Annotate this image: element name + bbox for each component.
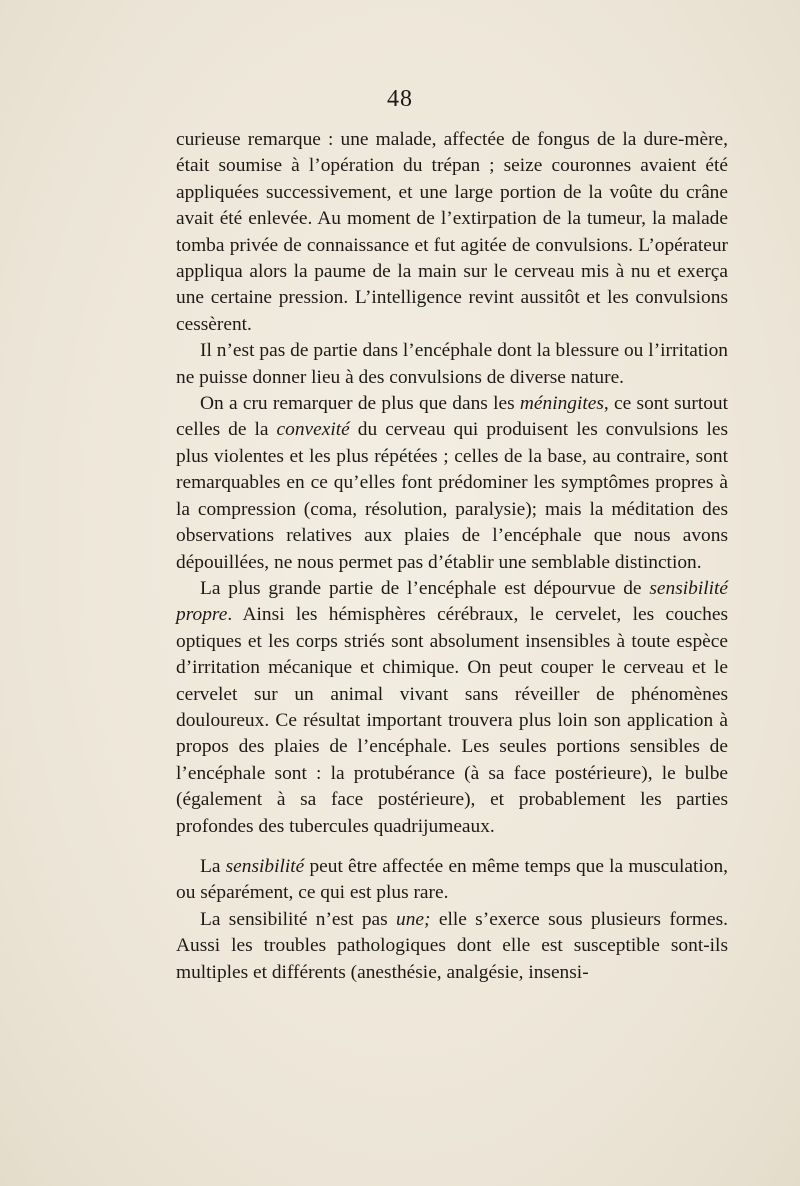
paragraph (176, 338, 728, 391)
text-run: La (200, 855, 226, 877)
italic-text: méningites (519, 393, 604, 415)
italic-text: sensibilité (225, 855, 305, 877)
italic-text: une; (396, 908, 431, 930)
paragraph (176, 127, 728, 338)
paragraph (176, 854, 728, 907)
text-run: La plus grande partie de l’encéphale est dépourvue de (200, 577, 650, 599)
text-run: curieuse remarque : une malade, affectée de fongus de la dure-mère, était soumise à l’opération du trépan ; seize couronnes avaient été appliquées successivement, et une large portion de la voûte du crâne avait été enlevée. Au moment de l’extirpation de la tumeur, la malade tomba privée de connaissance et fut agitée de convulsions. L’opérateur appliqua alors la paume de la main sur le cerveau mis à nu et exerça une certaine pression. L’intelligence revint aussitôt et les convulsions cessèrent. (176, 129, 728, 335)
italic-text: convexité (276, 419, 350, 441)
text-run: du cerveau qui produisent les convulsions les plus violentes et les plus répétées ; celles de la base, au contraire, sont remarquables en ce qu’elles font prédominer les symptômes propres à la compression (coma, résolution, paralysie); mais la méditation des observations relatives aux plaies de l’encéphale que nous avons dépouillées, ne nous permet pas d’établir une semblable distinction. (176, 419, 729, 573)
text-run: On a cru remarquer de plus que dans les (200, 393, 520, 415)
text-run: , ce sont surtout celles de la (176, 393, 728, 441)
paragraph (176, 391, 728, 576)
text-run: . Ainsi les hémisphères cérébraux, le cervelet, les couches optiques et les corps striés sont absolument insensibles à toute espèce d’irritation mécanique et chimique. On peut couper le cerveau et le cervelet sur un animal vivant sans réveiller de phénomènes douloureux. Ce résultat important trouvera plus loin son application à propos des plaies de l’encéphale. Les seules portions sensibles de l’encéphale sont : la protubérance (à sa face postérieure), le bulbe (également à sa face postérieure), et probablement les parties profondes des tubercules quadrijumeaux. (176, 604, 728, 837)
text-run: peut être affectée en même temps que la musculation, ou séparément, ce qui est plus rare. (176, 855, 728, 904)
text-run: Il n’est pas de partie dans l’encéphale dont la blessure ou l’irritation ne puisse donner lieu à des convulsions de diverse nature. (176, 340, 728, 388)
body-text (176, 127, 728, 986)
italic-text: sensibilité propre (176, 577, 728, 626)
text-run: La sensibilité n’est pas (200, 908, 397, 930)
paragraph (176, 576, 728, 840)
page-number: 48 (387, 86, 413, 112)
text-run: elle s’exerce sous plusieurs formes. Aussi les troubles pathologiques dont elle est susceptible sont-ils multiples et différents (anesthésie, analgésie, insensi- (176, 908, 729, 983)
paragraph (176, 907, 728, 986)
